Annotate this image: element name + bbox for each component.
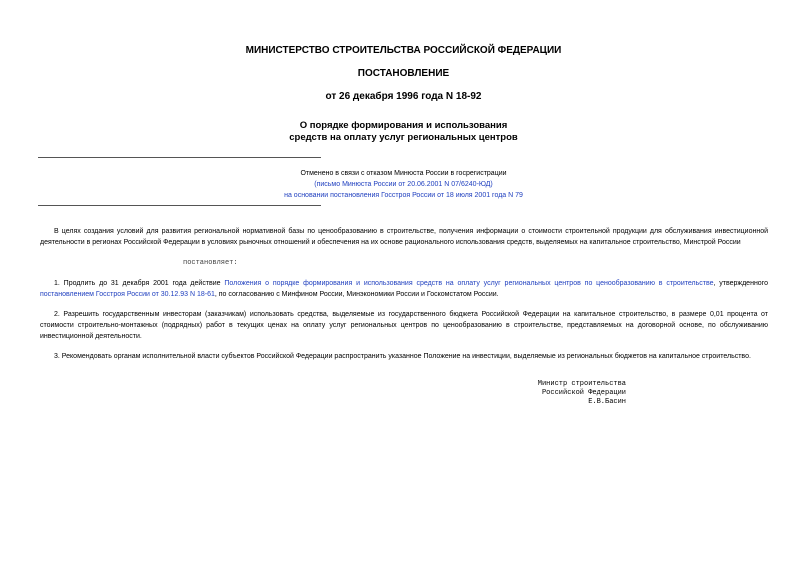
ministry-heading: МИНИСТЕРСТВО СТРОИТЕЛЬСТВА РОССИЙСКОЙ ФЕДЕРАЦИИ <box>245 45 562 56</box>
divider-bottom <box>38 205 321 206</box>
item-1-paragraph <box>40 278 768 300</box>
status-note-link-resolution[interactable]: на основании постановления Госстроя России от 18 июля 2001 года N 79 <box>284 192 523 199</box>
status-note-line-1: Отменено в связи с отказом Минюста России в госрегистрации <box>300 170 507 177</box>
item-1-text-start: 1. Продлить до 31 декабря 2001 года действие <box>54 280 225 287</box>
status-note-link-letter[interactable]: (письмо Минюста России от 20.06.2001 N 07/6240-ЮД) <box>314 181 493 188</box>
item-1-text-end: , по согласованию с Минфином России, Минэкономики России и Госкомстатом России. <box>214 291 499 298</box>
gosstroy-resolution-link[interactable]: постановлением Госстроя России от 30.12.93 N 18-61 <box>40 291 215 298</box>
item-1-text-middle: , утвержденного <box>713 280 768 287</box>
document-date: от 26 декабря 1996 года N 18-92 <box>325 91 482 102</box>
preamble-paragraph: В целях создания условий для развития региональной нормативной базы по ценообразованию в строительстве, получения информации о стоимости строительной продукции для обслуживания инвестиционной деятельности в регионах Российской Федерации в условиях рыночных отношений и обеспечения на их основе рационального использования средств, выделяемых на капитальное строительство, Минстрой России <box>40 228 768 246</box>
signature-title: Министр строительства <box>537 380 626 388</box>
signature-block <box>490 380 626 407</box>
document-title-line-1: О порядке формирования и использования <box>299 120 508 131</box>
signature-name: Е.В.Басин <box>588 398 626 406</box>
document-type: ПОСТАНОВЛЕНИЕ <box>357 68 450 79</box>
item-3-paragraph: 3. Рекомендовать органам исполнительной власти субъектов Российской Федерации распространить указанное Положение на инвестиции, выделяемые из региональных бюджетов на капитальное строительство. <box>54 353 751 360</box>
divider-top <box>38 157 321 158</box>
regulation-link[interactable]: Положения о порядке формирования и использования средств на оплату услуг региональных центров по ценообразованию в строительстве <box>224 280 714 287</box>
signature-country: Российской Федерации <box>541 389 626 397</box>
document-title-line-2: средств на оплату услуг региональных центров <box>289 132 518 143</box>
item-2-paragraph: 2. Разрешить государственным инвесторам (заказчикам) использовать средства, выделяемые из государственного бюджета Российской Федерации на капитальное строительство, в размере 0,01 процента от стоимости строительно-монтажных (подрядных) работ в текущих ценах на оплату услуг региональных центров по ценообразованию в строительстве, представляемых на договорной основе, по обслуживанию инвестиционной деятельности. <box>40 311 768 340</box>
resolves-word: постановляет: <box>183 259 238 267</box>
